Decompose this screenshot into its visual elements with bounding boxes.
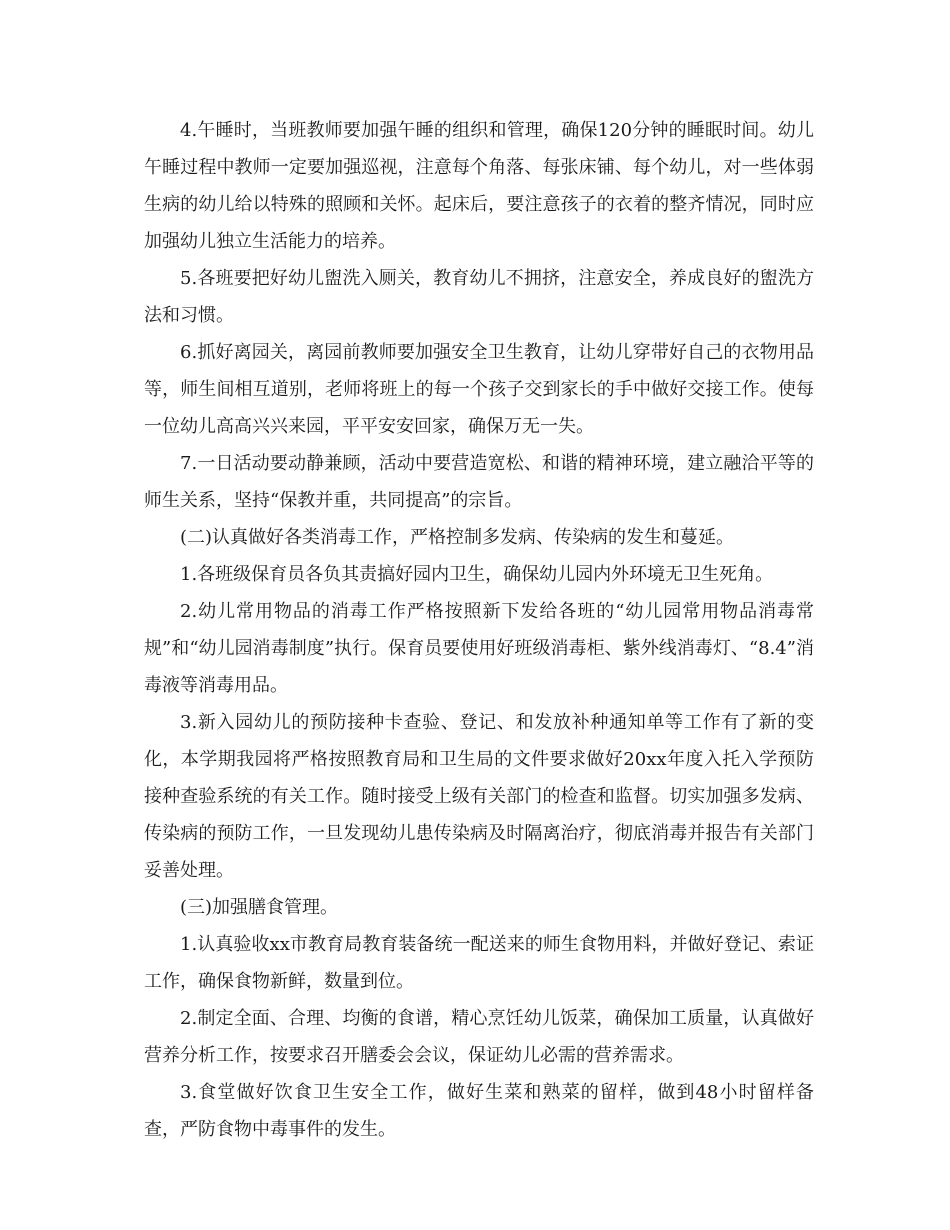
paragraph-nap-management: 4.午睡时，当班教师要加强午睡的组织和管理，确保120分钟的睡眠时间。幼儿午睡过程中教师一定要加强巡视，注意每个角落、每张床铺、每个幼儿，对一些体弱生病的幼儿给以特殊的照顾和关怀。起床后，要注意孩子的衣着的整齐情况，同时应加强幼儿独立生活能力的培养。 (144, 120, 814, 252)
paragraph-leaving-kindergarten: 6.抓好离园关，离园前教师要加强安全卫生教育，让幼儿穿带好自己的衣物用品等，师生间相互道别，老师将班上的每一个孩子交到家长的手中做好交接工作。使每一位幼儿高高兴兴来园，平平安安回家，确保万无一失。 (144, 342, 814, 437)
paragraph-class-hygiene: 1.各班级保育员各负其责搞好园内卫生，确保幼儿园内外环境无卫生死角。 (180, 564, 774, 585)
paragraph-food-acceptance: 1.认真验收xx市教育局教育装备统一配送来的师生食物用料，并做好登记、索证工作，确保食物新鲜，数量到位。 (144, 934, 814, 992)
document-body (144, 112, 814, 1148)
section-heading-disinfection: (二)认真做好各类消毒工作，严格控制多发病、传染病的发生和蔓延。 (180, 527, 735, 548)
paragraph-daily-activities: 7.一日活动要动静兼顾，活动中要营造宽松、和谐的精神环境，建立融洽平等的师生关系，坚持“保教并重，共同提高”的宗旨。 (144, 453, 814, 511)
section-heading-meal-management: (三)加强膳食管理。 (180, 897, 339, 918)
paragraph-washing-toilet: 5.各班要把好幼儿盥洗入厕关，教育幼儿不拥挤，注意安全，养成良好的盥洗方法和习惯。 (144, 268, 814, 326)
paragraph-item-disinfection: 2.幼儿常用物品的消毒工作严格按照新下发给各班的“幼儿园常用物品消毒常规”和“幼儿园消毒制度”执行。保育员要使用好班级消毒柜、紫外线消毒灯、“8.4”消毒液等消毒用品。 (144, 601, 814, 696)
paragraph-canteen-safety: 3.食堂做好饮食卫生安全工作，做好生菜和熟菜的留样，做到48小时留样备查，严防食物中毒事件的发生。 (144, 1082, 814, 1140)
paragraph-vaccination-check: 3.新入园幼儿的预防接种卡查验、登记、和发放补种通知单等工作有了新的变化，本学期我园将严格按照教育局和卫生局的文件要求做好20xx年度入托入学预防接种查验系统的有关工作。随时接受上级有关部门的检查和监督。切实加强多发病、传染病的预防工作，一旦发现幼儿患传染病及时隔离治疗，彻底消毒并报告有关部门妥善处理。 (144, 712, 814, 881)
paragraph-menu-planning: 2.制定全面、合理、均衡的食谱，精心烹饪幼儿饭菜，确保加工质量，认真做好营养分析工作，按要求召开膳委会会议，保证幼儿必需的营养需求。 (144, 1008, 814, 1066)
